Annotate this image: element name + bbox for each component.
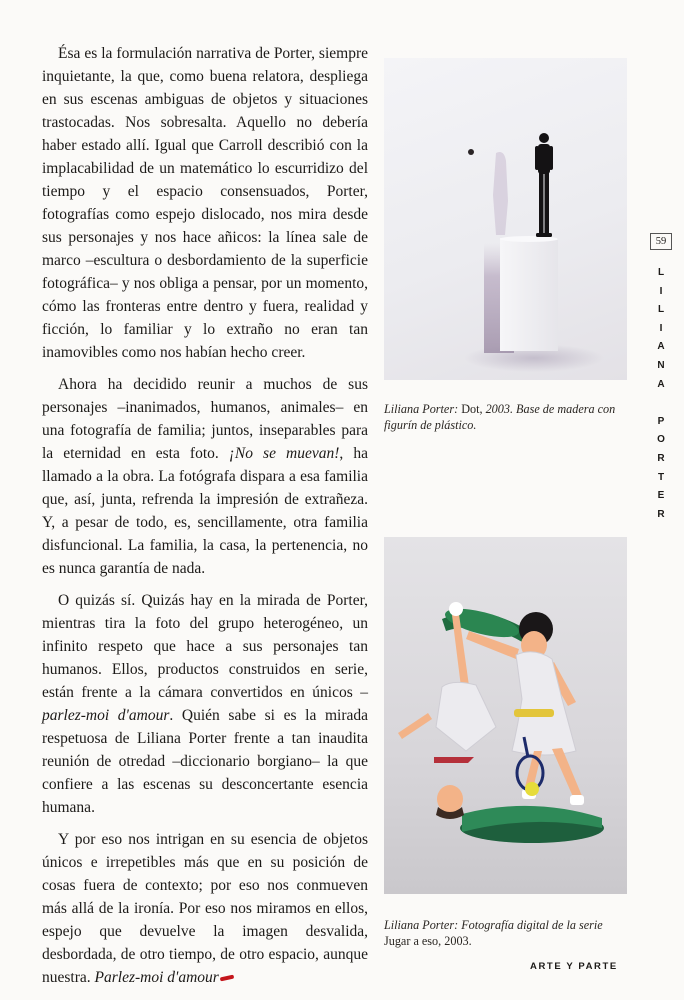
name-letter: L [657,304,665,316]
name-letter: E [657,490,665,502]
page-number: 59 [650,233,672,250]
closing-phrase: Parlez-moi d'amour [94,969,219,986]
end-of-article-mark [220,975,235,982]
paragraph-2-text-b: , ha llamado a la obra. La fotógrafa dispara a esa familia que, así, junta, refrenda la impresión de extrañeza. Y, a pesar de todo, es, sencillamente, otra familia disfuncional. La familia, la casa, la pertenencia, no es nunca garantía de nada. [42,445,368,577]
name-letter: I [659,285,663,297]
paragraph-1-text: Ésa es la formulación narrativa de Porter, siempre inquietante, la que, como buena relatora, despliega en sus escenas ambiguas de objetos y situaciones trastocadas. Nos sobresalta. Aquello no debería haber estado allí. Igual que Carroll describió con la implacabilidad de un matemático lo escurridizo del tiempo y el espacio consensuados, Porter, fotografías como espejo dislocado, nos mira desde sus personajes y nos hace añicos: la línea sale de marco –escultura o desbordamiento de la superficie fotográfica– y nos obliga a pensar, por un momento, cómo las fronteras entre dentro y fuera, realidad y ficción, lo familiar y lo extraño no eran tan inamovibles como nos habían hecho creer. [42,45,368,361]
paragraph-4 [42,828,368,989]
caption-2-year: 2003. [444,934,472,948]
artwork-title-no-se-muevan: ¡No se muevan! [228,445,340,462]
paragraph-3-text-a: O quizás sí. Quizás hay en la mirada de Porter, mientras tira la foto del grupo heterogéneo, un infinito respeto que hace a sus personajes tan humanos. Ellos, productos construidos en serie, están frente a la cámara convertidos en únicos [42,592,368,701]
paragraph-3 [42,589,368,819]
caption-2-artist: Liliana Porter: Fotografía digital de la serie [384,918,603,932]
paragraph-2-text-a: Ahora ha decidido reunir a muchos de sus personajes –inanimados, humanos, animales– en una fotografía de familia; juntos, inseparables para la eternidad en esta foto. [42,376,368,462]
parlez-moi-phrase: –parlez-moi d'amour [42,684,368,724]
name-letter: R [657,452,665,464]
photo-tennis-toy [384,537,627,894]
caption-1-details: 2003. Base de madera con figurín de plástico. [384,402,616,432]
name-letter: A [657,341,665,353]
paragraph-2 [42,373,368,580]
name-letter: R [657,508,665,520]
caption-2-title: Jugar a eso, [384,934,445,948]
paragraph-1 [42,42,368,364]
paragraph-4-text: Y por eso nos intrigan en su esencia de objetos únicos e irrepetibles más que en su posición de cosas fuera de contexto; por eso nos conmueven más allá de la ironía. Por eso nos miramos en ellos, espejo que devuelve la imagen desvalida, desbordada, de otro tiempo, de otro espacio, aunque nuestra. [42,831,368,986]
name-letter: A [657,378,665,390]
name-letter: N [657,359,665,371]
photo-2-caption [384,917,627,949]
name-letter: P [657,415,665,427]
name-letter: O [657,434,665,446]
paragraph-3-text-b: . Quién sabe si es la mirada respetuosa de Liliana Porter frente a tan inaudita reunión de otredad –diccionario borgiano– la que confiere a las escenas su desconcertante esencia humana. [42,707,369,816]
name-letter: I [659,322,663,334]
photo-1-caption [384,401,627,433]
caption-1-title: Dot, [461,402,486,416]
caption-1-artist: Liliana Porter: [384,402,462,416]
name-letter-gap [650,394,672,413]
photo-dot-figurine [384,58,627,380]
magazine-footer: ARTE Y PARTE [530,961,618,972]
article-body [42,42,368,989]
name-letter: L [657,267,665,278]
vertical-artist-name [650,264,672,524]
name-letter: T [657,471,665,483]
